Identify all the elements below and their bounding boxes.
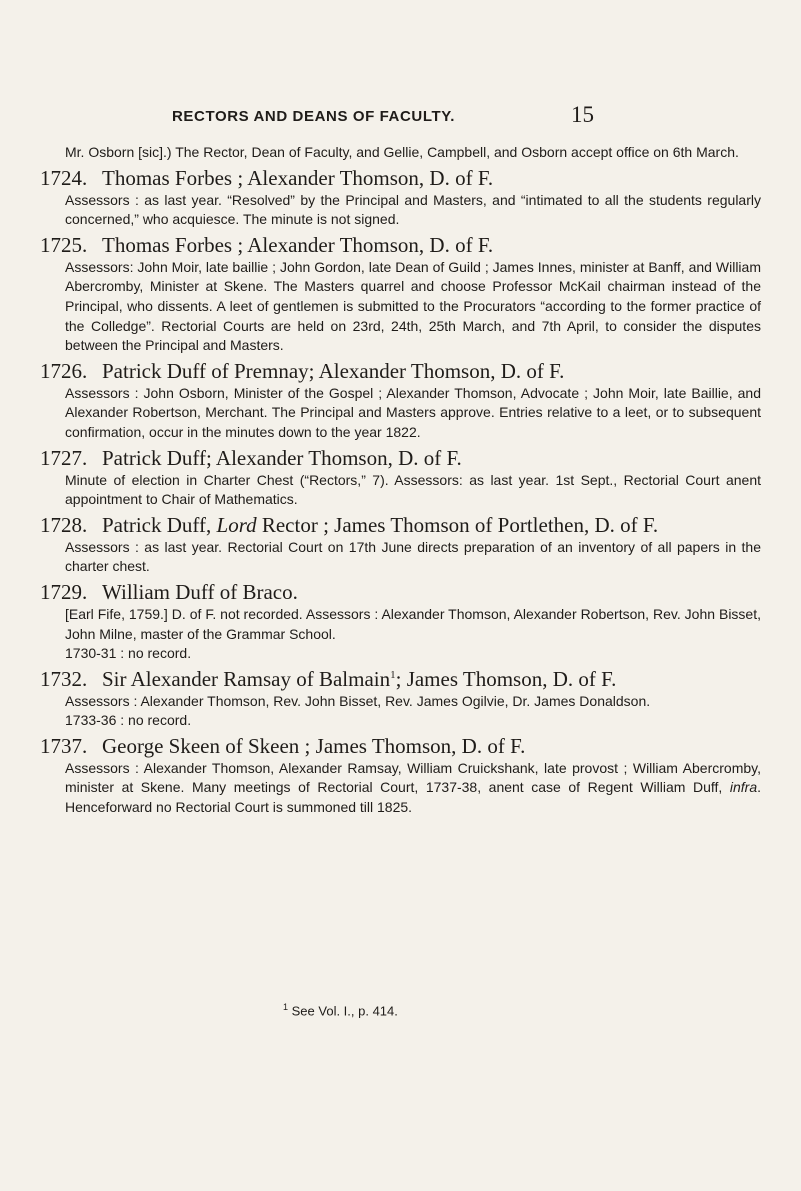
entry-1729	[40, 579, 761, 664]
entry-year: 1724.	[40, 165, 88, 190]
entry-title: George Skeen of Skeen ; James Thomson, D. of F.	[102, 733, 526, 758]
entry-heading	[40, 512, 761, 538]
entry-body: Assessors : John Osborn, Minister of the Gospel ; Alexander Thomson, Advocate ; John Moir, late Baillie, and Alexander Robertson, Merchant. The Principal and Masters approve. Entries relative to a leet, or to subsequent confirmation, occur in the minutes down to the year 1822.	[65, 384, 761, 440]
entry-year: 1729.	[40, 579, 88, 604]
entry-1724	[40, 165, 761, 230]
entry-body: Assessors: John Moir, late baillie ; John Gordon, late Dean of Guild ; James Innes, minister at Banff, and William Abercromby, Minister at Skene. The Masters quarrel and choose Professor McKail chairman instead of the Principal, who dissents. A leet of gentlemen is submitted to the Procurators “according to the former practice of the Colledge”. Rectorial Courts are held on 23rd, 24th, 25th March, and 7th April, to consider the disputes between the Principal and Masters.	[65, 258, 761, 354]
no-record-note: 1730-31 : no record.	[65, 645, 192, 662]
entry-1728	[40, 512, 761, 577]
footnote-mark: 1	[283, 1002, 289, 1012]
intro-paragraph: Mr. Osborn [sic].) The Rector, Dean of Faculty, and Gellie, Campbell, and Osborn accept office on 6th March.	[65, 144, 739, 160]
entry-body: Assessors : as last year. Rectorial Court on 17th June directs preparation of an inventory of all papers in the charter chest.	[65, 538, 761, 575]
main-text	[40, 143, 761, 818]
no-record-note: 1733-36 : no record.	[65, 712, 192, 729]
footnote-reference: 1	[390, 668, 396, 681]
entry-title-part: Patrick Duff,	[102, 512, 217, 537]
entry-body	[40, 759, 761, 818]
entry-heading	[40, 445, 761, 471]
entry-body-part: Assessors : Alexander Thomson, Alexander Ramsay, William Cruickshank, late provost ; William Abercromby, minister at Skene. Many meetings of Rectorial Court, 1737-38, anent case of Regent William Duff,	[65, 759, 761, 796]
entry-year: 1727.	[40, 445, 88, 470]
entry-title: William Duff of Braco.	[102, 579, 298, 604]
entry-heading	[40, 579, 761, 605]
footnote-text: See Vol. I., p. 414.	[291, 1003, 398, 1019]
entry-1725	[40, 232, 761, 356]
entry-1732	[40, 666, 761, 731]
entry-heading	[40, 733, 761, 759]
entry-title: Thomas Forbes ; Alexander Thomson, D. of F.	[102, 165, 494, 190]
entry-heading	[40, 165, 761, 191]
entry-title-italic: Lord	[216, 512, 257, 537]
entry-body: [Earl Fife, 1759.] D. of F. not recorded. Assessors : Alexander Thomson, Alexander Robertson, Rev. John Bisset, John Milne, master of the Grammar School.	[65, 605, 761, 642]
entry-year: 1726.	[40, 358, 88, 383]
page-number: 15	[571, 102, 594, 127]
entry-year: 1728.	[40, 512, 88, 537]
entry-body: Assessors : as last year. “Resolved” by the Principal and Masters, and “intimated to all the students regularly concerned,” who acquiesce. The minute is not signed.	[65, 191, 761, 228]
entry-year: 1725.	[40, 232, 88, 257]
entry-year: 1737.	[40, 733, 88, 758]
entry-1726	[40, 358, 761, 443]
entry-title: Thomas Forbes ; Alexander Thomson, D. of F.	[102, 232, 494, 257]
entry-body: Assessors : Alexander Thomson, Rev. John Bisset, Rev. James Ogilvie, Dr. James Donaldson.	[65, 692, 651, 709]
entry-heading	[40, 358, 761, 384]
entry-title-part: ; James Thomson, D. of F.	[395, 666, 617, 691]
entry-title: Patrick Duff; Alexander Thomson, D. of F.	[102, 445, 462, 470]
entry-body-part: . Henceforward no Rectorial Court is summoned till 1825.	[65, 779, 761, 816]
entry-body: Minute of election in Charter Chest (“Rectors,” 7). Assessors: as last year. 1st Sept., Rectorial Court anent appointment to Chair of Mathematics.	[65, 471, 761, 508]
entry-body-italic: infra	[729, 779, 758, 796]
entry-heading	[40, 232, 761, 258]
entry-title-part: Sir Alexander Ramsay of Balmain	[102, 666, 391, 691]
footnote	[283, 1002, 398, 1018]
entry-title: Patrick Duff of Premnay; Alexander Thomson, D. of F.	[102, 358, 565, 383]
entry-heading	[40, 666, 761, 692]
entry-year: 1732.	[40, 666, 88, 691]
entry-1737	[40, 733, 761, 818]
entry-1727	[40, 445, 761, 510]
entry-title-part: Rector ; James Thomson of Portlethen, D. of F.	[256, 512, 659, 537]
running-title: RECTORS AND DEANS OF FACULTY.	[172, 108, 455, 125]
